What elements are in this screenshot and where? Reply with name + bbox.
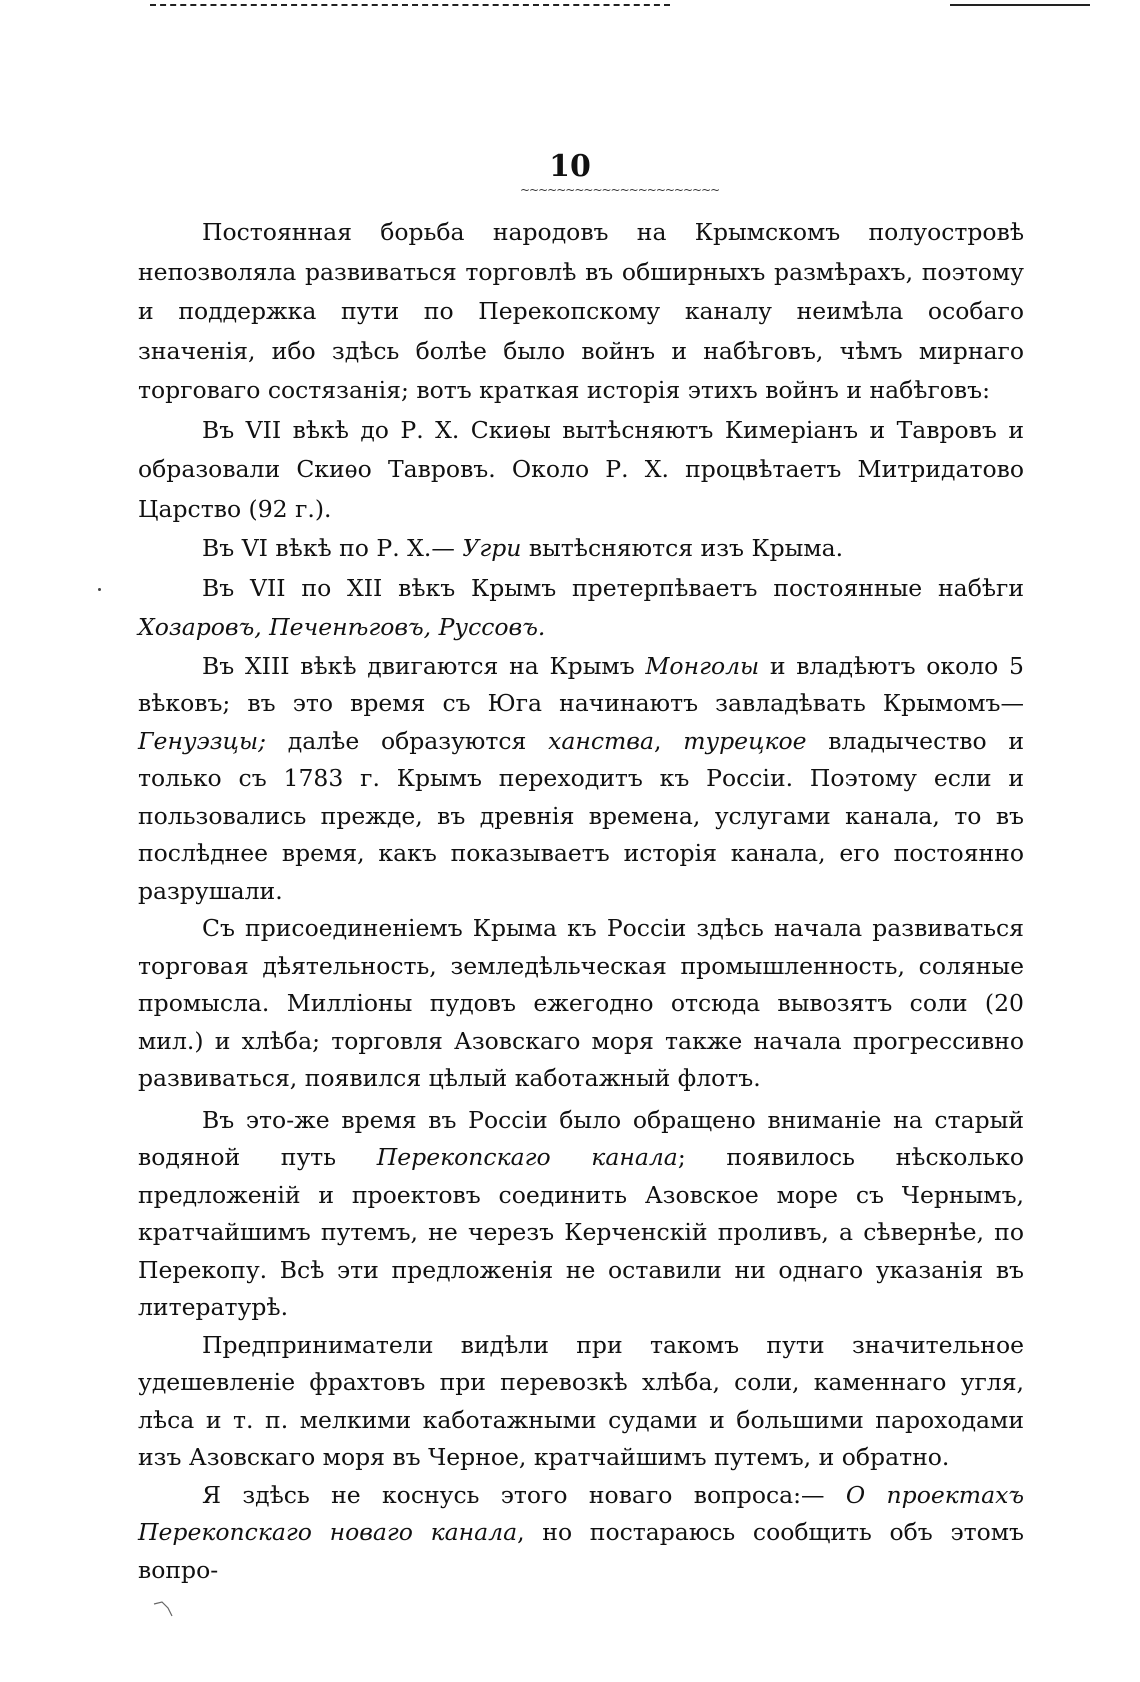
paragraph-text: , но постараюсь сообщить объ этомъ вопро- (138, 1518, 1024, 1584)
top-rule-left (150, 4, 670, 6)
paragraph-9 (138, 1477, 1024, 1590)
paragraph-3 (138, 529, 1024, 569)
paragraph-text: Въ это-же время въ Россіи было обращено вниманіе на старый водяной путь (138, 1105, 1024, 1171)
paragraph-7 (138, 1102, 1024, 1327)
italic-term: турецкое (683, 726, 807, 755)
italic-term: Генуэзцы; (138, 726, 267, 755)
paragraph-text: Предприниматели видѣли при такомъ пути значительное удешевленіе фрахтовъ при перевозкѣ хлѣба, соли, каменнаго угля, лѣса и т. п. мелкими каботажными судами и большими пароходами изъ Азовскаго моря въ Черное, кратчайшимъ путемъ, и обратно. (138, 1330, 1024, 1471)
paragraph-4 (138, 569, 1024, 648)
paragraph-text: и владѣютъ около 5 вѣковъ; въ это время съ Юга начинаютъ завладѣвать Крымомъ— (138, 651, 1024, 717)
paragraph-6 (138, 910, 1024, 1098)
italic-term: Перекопскаго канала (376, 1143, 678, 1171)
paragraph-text: Въ VI вѣкѣ по Р. Х.— (202, 534, 463, 562)
paragraph-text: Въ XIII вѣкѣ двигаются на Крымъ (202, 651, 646, 680)
paragraph-2 (138, 411, 1024, 530)
paragraph-8 (138, 1327, 1024, 1477)
page-number: 10 (549, 149, 591, 184)
paragraph-text: владычество и только съ 1783 г. Крымъ переходитъ къ Россіи. Поэтому если и пользовались прежде, въ древнія времена, услугами канала, то въ послѣднее время, какъ показываетъ исторія канала, его постоянно разрушали. (138, 726, 1024, 905)
paragraph-5 (138, 648, 1024, 911)
paragraph-text: Я здѣсь не коснусь этого новаго вопроса:— (202, 1480, 846, 1509)
paragraph-text: Съ присоединеніемъ Крыма къ Россіи здѣсь начала развиваться торговая дѣятельность, земледѣльческая промышленность, соляные промысла. Милліоны пудовъ ежегодно отсюда вывозятъ соли (20 мил.) и хлѣба; торговля Азовскаго моря также начала прогрессивно развиваться, появился цѣлый каботажный флотъ. (138, 914, 1024, 1092)
paragraph-1 (138, 213, 1024, 411)
page-number-ornament: ~~~~~~~~~~~~~~~~~~~~~~ (520, 183, 720, 197)
paragraph-text: Въ VII вѣкѣ до Р. Х. Скиѳы вытѣсняютъ Кимеріанъ и Тавровъ и образовали Скиѳо Тавровъ. Около Р. Х. процвѣтаетъ Митридатово Царство (92 г.). (138, 415, 1024, 523)
paragraph-text: Постоянная борьба народовъ на Крымскомъ полуостровѣ непозволяла развиваться торговлѣ въ обширныхъ размѣрахъ, поэтому и поддержка пути по Перекопскому каналу неимѣла особаго значенія, ибо здѣсь болѣе было войнъ и набѣговъ, чѣмъ мирнаго торговаго состязанія; вотъ краткая исторія этихъ войнъ и набѣговъ: (138, 218, 1024, 404)
italic-term: Хозаровъ, Печенѣговъ, Руссовъ. (138, 613, 546, 641)
paragraph-text: далѣе образуются (266, 726, 549, 755)
paragraph-text: , (654, 726, 684, 755)
paragraph-text: Въ VII по XII вѣкъ Крымъ претерпѣваетъ постоянные набѣги (202, 573, 1024, 602)
italic-term: ханства (548, 726, 654, 755)
italic-term: Угри (462, 534, 522, 562)
italic-term: Монголы (645, 651, 760, 680)
body-text (138, 213, 1024, 1589)
paragraph-text: вытѣсняются изъ Крыма. (521, 534, 844, 562)
corner-scan-mark (152, 1598, 182, 1618)
italic-term: О проектахъ Перекопскаго новаго канала (138, 1480, 1024, 1546)
top-rule-right (950, 4, 1090, 6)
margin-speck (98, 588, 101, 591)
paragraph-text: ; появилось нѣсколько предложеній и проектовъ соединить Азовское море съ Чернымъ, кратчайшимъ путемъ, не черезъ Керченскій проливъ, а сѣвернѣе, по Перекопу. Всѣ эти предложенія не оставили ни однаго указанія въ литературѣ. (138, 1143, 1024, 1321)
